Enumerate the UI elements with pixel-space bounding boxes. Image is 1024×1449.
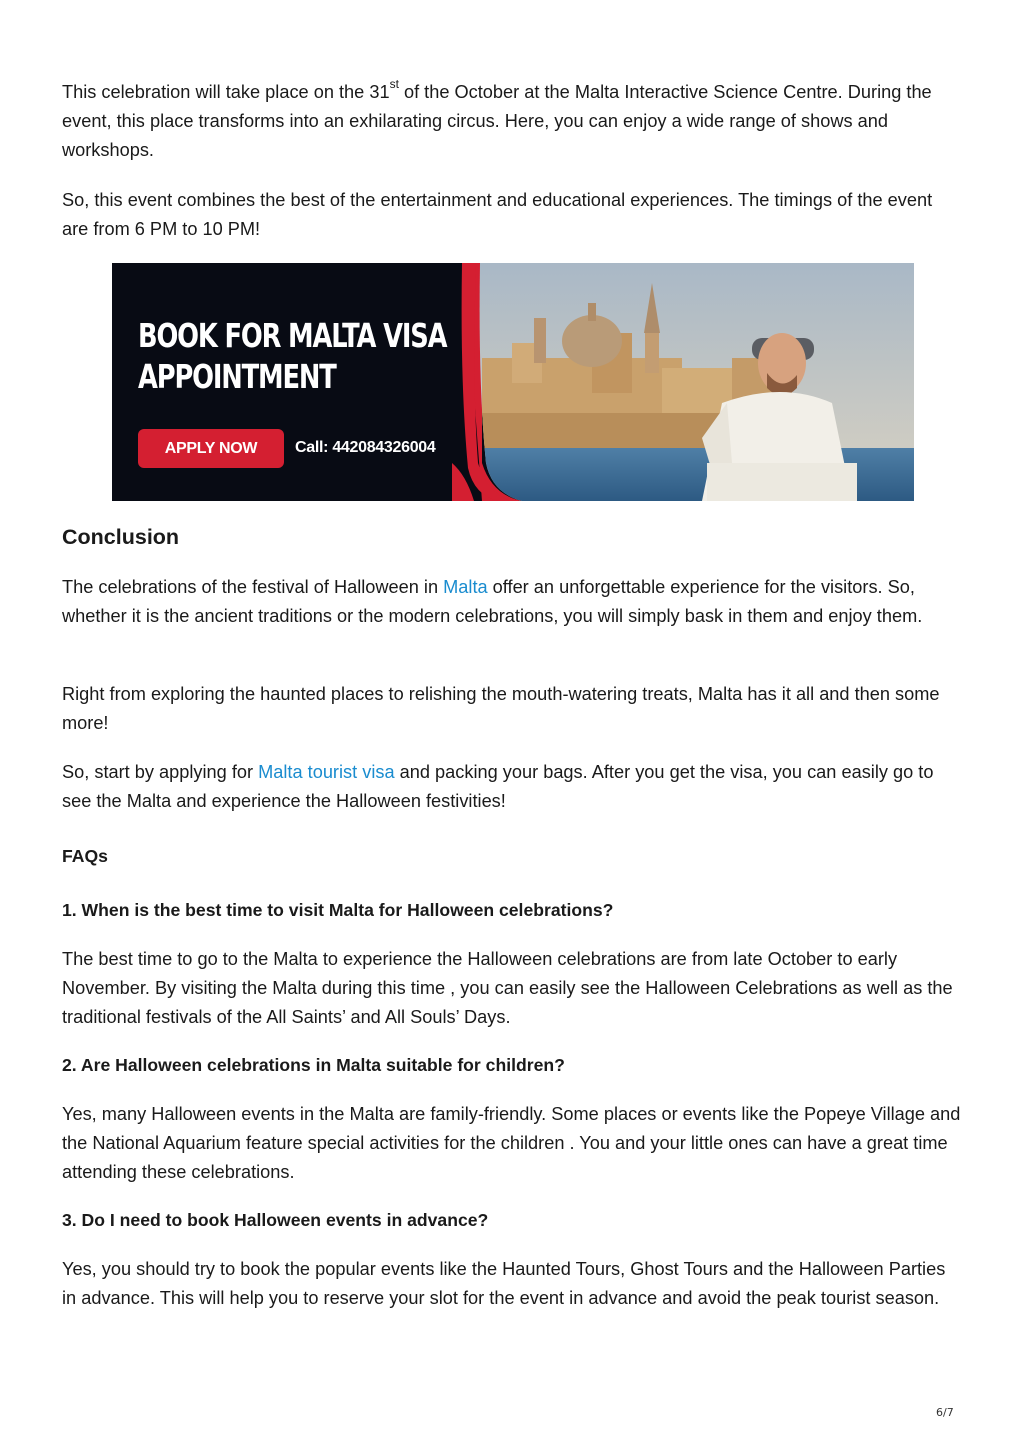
ordinal-suffix: st — [389, 76, 399, 91]
banner-headline — [138, 315, 466, 397]
conclusion-paragraph-3 — [62, 758, 962, 816]
intro-text-b: of the October at the Malta Interactive Science Centre. During the event, this place transforms into an exhilarating circus. Here, you can enjoy a wide range of shows and workshops. — [62, 82, 932, 160]
conclusion-text-b: offer an unforgettable experience for the visitors. So, whether it is the ancient traditions or the modern celebrations, you will simply bask in them and enjoy them. — [62, 577, 923, 626]
faq-answer-2: Yes, many Halloween events in the Malta are family-friendly. Some places or events like the Popeye Village and the National Aquarium feature special activities for the children . You and your little ones can have a great time attending these celebrations. — [62, 1104, 961, 1182]
conclusion-heading: Conclusion — [62, 525, 180, 549]
malta-visa-banner[interactable] — [112, 263, 914, 501]
call-phone-number[interactable]: Call: 442084326004 — [295, 439, 436, 456]
intro-paragraph-2: So, this event combines the best of the entertainment and educational experiences. The timings of the event are from 6 PM to 10 PM! — [62, 190, 933, 239]
conclusion-paragraph-1 — [62, 573, 962, 631]
conclusion-paragraph-2: Right from exploring the haunted places to relishing the mouth-watering treats, Malta has it all and then some more! — [62, 684, 940, 733]
banner-headline-line-2: APPOINTMENT — [138, 357, 336, 396]
faq-question-3: 3. Do I need to book Halloween events in advance? — [62, 1210, 489, 1230]
malta-link[interactable]: Malta — [443, 577, 488, 597]
page-number: 6/7 — [936, 1406, 954, 1419]
banner-headline-line-1: BOOK FOR MALTA VISA — [138, 316, 447, 355]
intro-text-a: This celebration will take place on the 31 — [62, 82, 390, 102]
malta-city-photo — [452, 263, 914, 501]
faq-question-1: 1. When is the best time to visit Malta for Halloween celebrations? — [62, 900, 614, 920]
apply-now-button[interactable]: APPLY NOW — [138, 429, 284, 468]
faq-answer-1: The best time to go to the Malta to experience the Halloween celebrations are from late October to early November. By visiting the Malta during this time , you can easily see the Halloween Celebrations as well as the traditional festivals of the All Saints’ and All Souls’ Days. — [62, 949, 953, 1027]
conclusion-p3-text-b: and packing your bags. After you get the visa, you can easily go to see the Malta and experience the Halloween festivities! — [62, 762, 934, 811]
conclusion-text-a: The celebrations of the festival of Halloween in — [62, 577, 444, 597]
faqs-heading: FAQs — [62, 846, 108, 866]
conclusion-p3-text-a: So, start by applying for — [62, 762, 259, 782]
faq-answer-3: Yes, you should try to book the popular events like the Haunted Tours, Ghost Tours and the Halloween Parties in advance. This will help you to reserve your slot for the event in advance and avoid the peak tourist season. — [62, 1259, 946, 1308]
intro-paragraph-1 — [62, 78, 962, 165]
faq-question-2: 2. Are Halloween celebrations in Malta suitable for children? — [62, 1055, 565, 1075]
malta-tourist-visa-link[interactable]: Malta tourist visa — [258, 762, 395, 782]
